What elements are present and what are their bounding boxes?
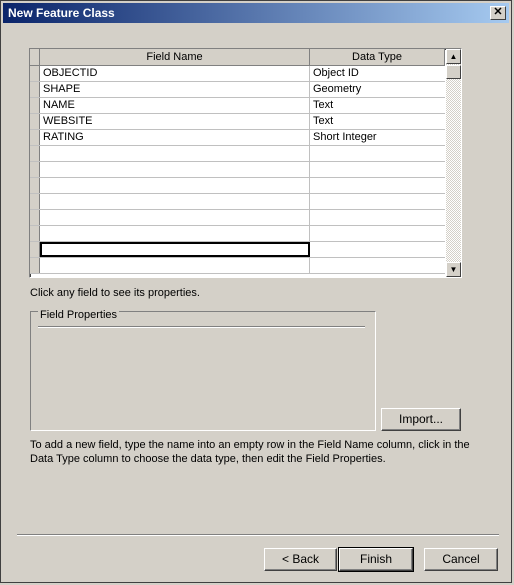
- data-type-column-header[interactable]: Data Type: [310, 49, 445, 66]
- grid-rows: [30, 66, 445, 274]
- data-type-cell[interactable]: Text: [313, 115, 334, 127]
- field-properties-divider: [38, 326, 365, 328]
- field-name-cell[interactable]: [40, 258, 310, 273]
- data-type-cell[interactable]: [310, 146, 445, 161]
- field-name-cell[interactable]: [40, 146, 310, 161]
- row-selector[interactable]: [30, 98, 40, 113]
- cancel-button[interactable]: Cancel: [424, 548, 498, 571]
- table-row[interactable]: [30, 146, 445, 162]
- finish-button[interactable]: Finish: [339, 548, 413, 571]
- dialog-title: New Feature Class: [8, 6, 115, 20]
- row-selector[interactable]: [30, 242, 40, 257]
- data-type-cell[interactable]: Geometry: [313, 83, 362, 95]
- row-selector[interactable]: [30, 66, 40, 81]
- scroll-down-icon[interactable]: ▼: [446, 262, 461, 277]
- import-button[interactable]: Import...: [381, 408, 461, 431]
- row-selector[interactable]: [30, 114, 40, 129]
- field-name-cell[interactable]: WEBSITE: [40, 114, 310, 129]
- table-row[interactable]: [30, 114, 445, 130]
- field-name-cell[interactable]: [40, 162, 310, 177]
- row-selector-header: [30, 49, 40, 66]
- data-type-cell[interactable]: Object ID: [313, 67, 359, 79]
- fields-grid[interactable]: [29, 48, 462, 278]
- scroll-thumb[interactable]: [446, 65, 461, 79]
- field-properties-group: [30, 311, 376, 431]
- data-type-cell[interactable]: Short Integer: [313, 131, 377, 143]
- table-row[interactable]: [30, 258, 445, 274]
- row-selector[interactable]: [30, 258, 40, 273]
- field-name-cell[interactable]: [40, 210, 310, 225]
- table-row[interactable]: [30, 162, 445, 178]
- row-selector[interactable]: [30, 82, 40, 97]
- row-selector[interactable]: [30, 226, 40, 241]
- data-type-cell[interactable]: [310, 258, 445, 273]
- data-type-cell[interactable]: [310, 242, 445, 257]
- back-button[interactable]: < Back: [264, 548, 337, 571]
- field-name-cell[interactable]: RATING: [40, 130, 310, 145]
- field-name-cell[interactable]: SHAPE: [40, 82, 310, 97]
- field-name-cell[interactable]: [40, 194, 310, 209]
- field-name-column-header[interactable]: Field Name: [40, 49, 310, 66]
- table-row[interactable]: [30, 242, 445, 258]
- close-icon[interactable]: ✕: [490, 6, 506, 20]
- table-row[interactable]: [30, 130, 445, 146]
- table-row[interactable]: [30, 194, 445, 210]
- table-row[interactable]: [30, 226, 445, 242]
- row-selector[interactable]: [30, 146, 40, 161]
- table-row[interactable]: [30, 66, 445, 82]
- data-type-cell[interactable]: [310, 178, 445, 193]
- row-selector[interactable]: [30, 194, 40, 209]
- row-selector[interactable]: [30, 162, 40, 177]
- title-bar[interactable]: [3, 3, 509, 23]
- field-name-cell[interactable]: [40, 242, 310, 257]
- row-selector[interactable]: [30, 130, 40, 145]
- field-properties-legend: Field Properties: [40, 309, 118, 321]
- table-row[interactable]: [30, 210, 445, 226]
- row-selector[interactable]: [30, 178, 40, 193]
- field-name-cell[interactable]: NAME: [40, 98, 310, 113]
- row-selector[interactable]: [30, 210, 40, 225]
- table-row[interactable]: [30, 82, 445, 98]
- instructions-text: To add a new field, type the name into an empty row in the Field Name column, click in the Data Type column to choose the data type, then edit the Field Properties.: [30, 439, 470, 465]
- table-row[interactable]: [30, 178, 445, 194]
- data-type-cell[interactable]: [310, 210, 445, 225]
- field-name-cell[interactable]: [40, 226, 310, 241]
- data-type-cell[interactable]: [310, 162, 445, 177]
- table-row[interactable]: [30, 98, 445, 114]
- scroll-up-icon[interactable]: ▲: [446, 49, 461, 64]
- field-name-cell[interactable]: [40, 178, 310, 193]
- field-name-cell[interactable]: OBJECTID: [40, 66, 310, 81]
- field-hint-text: Click any field to see its properties.: [30, 287, 200, 299]
- grid-vertical-scrollbar[interactable]: [446, 49, 461, 277]
- data-type-cell[interactable]: [310, 226, 445, 241]
- bottom-separator: [17, 534, 499, 536]
- data-type-cell[interactable]: [310, 194, 445, 209]
- data-type-cell[interactable]: Text: [313, 99, 334, 111]
